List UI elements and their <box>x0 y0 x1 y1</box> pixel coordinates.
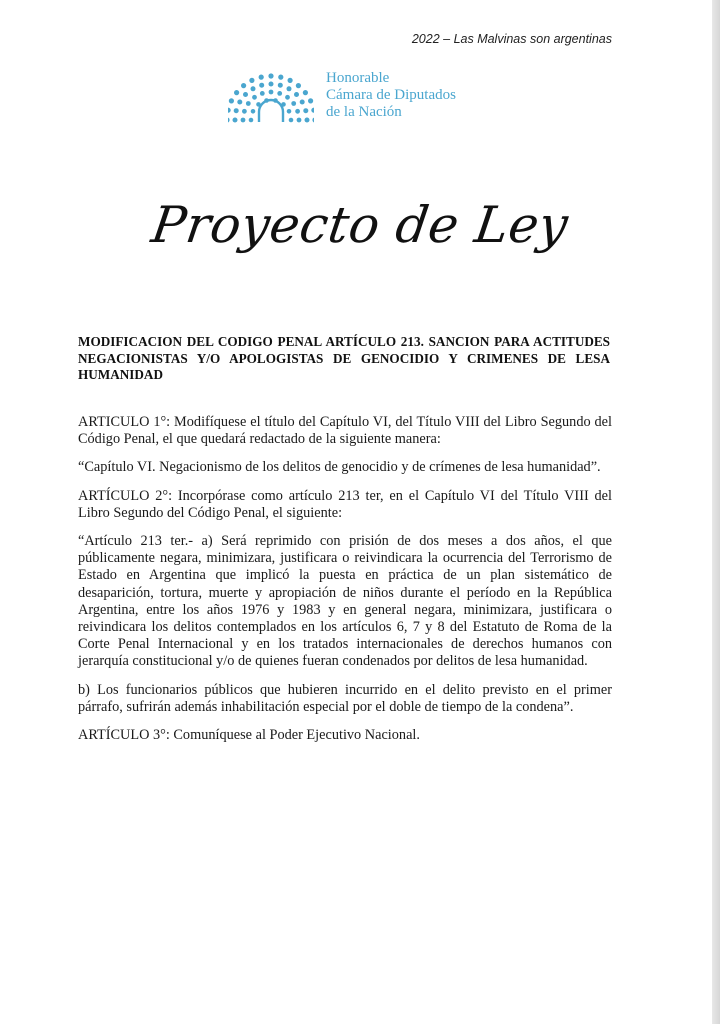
article-213-ter-a: “Artículo 213 ter.- a) Será reprimido con prisión de dos meses a dos años, el que públicamente negara, minimizara, justificara o reivindicara la ocurrencia del Terrorismo de Estado en Argentina que implicó la puesta en práctica de un plan sistemático de desaparición, tortura, muerte y apropiación de niños durante el período en la República Argentina, entre los años 1976 y 1983 y en general negara, minimizara, justificara o reivindicara los delitos contemplados en los artículos 6, 7 y 8 del Estatuto de Roma de la Corte Penal Internacional y en los tratados internacionales de derechos humanos con jerarquía constitucional y/o de quienes fueran condenados por delitos de lesa humanidad. <box>78 533 612 670</box>
chapter-title-quote: “Capítulo VI. Negacionismo de los delitos de genocidio y de crímenes de lesa humanidad”. <box>78 459 601 476</box>
article-213-ter-b: b) Los funcionarios públicos que hubieren incurrido en el delito previsto en el primer párrafo, sufrirán además inhabilitación especial por el doble de tiempo de la condena”. <box>78 681 612 715</box>
document-title: Proyecto de Ley <box>148 196 572 254</box>
chamber-logo <box>228 68 488 128</box>
logo-line-3: de la Nación <box>326 104 402 120</box>
article-2: ARTÍCULO 2°: Incorpórase como artículo 213 ter, en el Capítulo VI del Título VIII del Libro Segundo del Código Penal, el siguiente: <box>78 487 612 521</box>
logo-line-1: Honorable <box>326 70 390 86</box>
document-subject: MODIFICACION DEL CODIGO PENAL ARTÍCULO 213. SANCION PARA ACTITUDES NEGACIONISTAS Y/O APOLOGISTAS DE GENOCIDIO Y CRIMENES DE LESA HUMANIDAD <box>78 334 610 382</box>
logo-line-2: Cámara de Diputados <box>326 87 456 103</box>
logo-text <box>326 70 456 121</box>
document-body <box>78 414 612 755</box>
header-motto: 2022 – Las Malvinas son argentinas <box>411 32 612 46</box>
chamber-hemicycle-icon <box>228 68 314 124</box>
article-1: ARTICULO 1°: Modifíquese el título del Capítulo VI, del Título VIII del Libro Segundo del Código Penal, el que quedará redactado de la siguiente manera: <box>78 414 612 448</box>
page-edge-shadow <box>712 0 720 1024</box>
article-3: ARTÍCULO 3°: Comuníquese al Poder Ejecutivo Nacional. <box>78 727 420 744</box>
